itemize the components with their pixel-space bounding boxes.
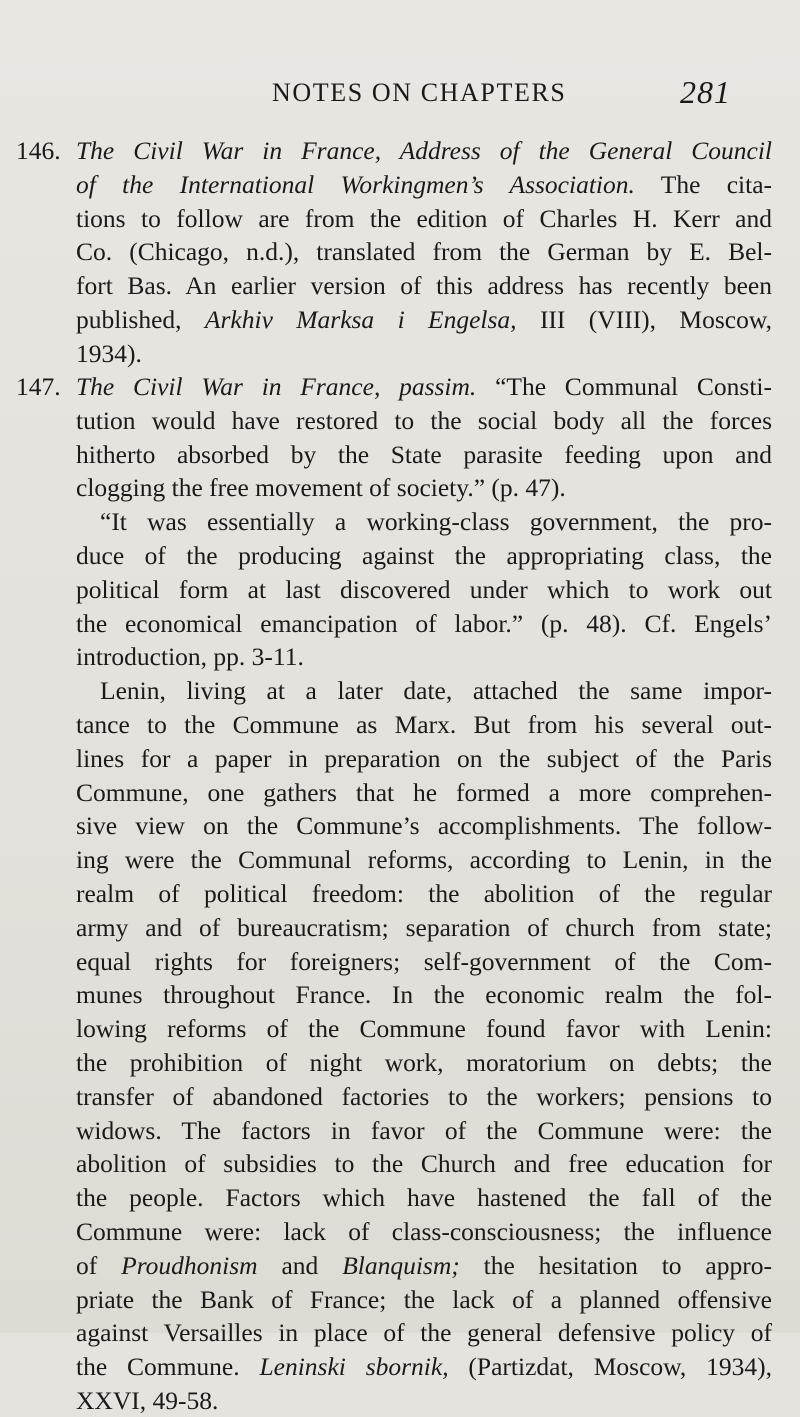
text-line [76,303,772,336]
text-run: tions to follow are from the edition of Charles H. Kerr and [76,204,772,233]
text-line [76,843,772,876]
text-run: tution would have restored to the social body all the forces [76,406,772,435]
text-run: lowing reforms of the Commune found favor with Lenin: [76,1014,772,1043]
page-number: 281 [680,74,731,110]
text-run: Commune, one gathers that he formed a more comprehen- [76,778,772,807]
text-line [76,235,772,268]
text-line [76,945,772,978]
italic-text: Blanquism; [342,1251,460,1280]
text-line [76,471,772,504]
text-line [76,269,772,302]
text-run: Co. (Chicago, n.d.), translated from the German by E. Bel- [76,237,772,266]
text-run: Lenin, living at a later date, attached the same impor- [100,676,772,705]
text-line [76,337,772,370]
text-run: ing were the Communal reforms, according to Lenin, in the [76,845,772,874]
text-line [76,1080,772,1113]
text-line [76,607,772,640]
text-run: widows. The factors in favor of the Commune were: the [76,1116,772,1145]
italic-text: The Civil War in France, passim. [76,372,477,401]
text-line [76,640,772,673]
text-run: tance to the Commune as Marx. But from his several out- [76,710,772,739]
text-run: 1934). [76,339,142,368]
text-line [76,1181,772,1214]
running-head: NOTES ON CHAPTERS [272,78,567,107]
text-run: hitherto absorbed by the State parasite feeding upon and [76,440,772,469]
text-line [76,877,772,910]
text-run: sive view on the Commune’s accomplishments. The follow- [76,811,772,840]
text-run: political form at last discovered under which to work out [76,575,772,604]
page-header [272,74,772,118]
text-run: and [257,1251,343,1280]
text-run: munes throughout France. In the economic realm the fol- [76,980,772,1009]
italic-text: of the International Workingmen’s Association. [76,170,635,199]
text-line [76,809,772,842]
text-run: “It was essentially a working-class government, the pro- [100,507,772,536]
text-line [76,1249,772,1282]
text-run: realm of political freedom: the abolition of the regular [76,879,772,908]
text-run: the hesitation to appro- [459,1251,772,1280]
text-line [76,539,772,572]
text-line [76,1283,772,1316]
text-run: clogging the free movement of society.” (p. 47). [76,473,566,502]
text-line [76,168,772,201]
text-line [76,1046,772,1079]
text-run: XXVI, 49-58. [76,1386,219,1415]
text-run: The cita- [634,170,773,199]
text-run: of [76,1251,122,1280]
text-line [76,573,772,606]
text-line [76,1114,772,1147]
text-run: (Partizdat, Moscow, 1934), [448,1352,772,1381]
text-run: the prohibition of night work, moratorium on debts; the [76,1048,772,1077]
text-run: equal rights for foreigners; self-government of the Com- [76,947,772,976]
note-number: 146. [16,136,61,165]
text-run: army and of bureaucratism; separation of church from state; [76,913,772,942]
text-line [76,370,772,403]
text-line [76,911,772,944]
text-run: the economical emancipation of labor.” (p. 48). Cf. Engels’ [76,609,772,638]
text-run: against Versailles in place of the general defensive policy of [76,1318,772,1347]
text-run: “The Communal Consti- [476,372,772,401]
note-number: 147. [16,372,61,401]
text-line [76,134,772,167]
text-run: Commune were: lack of class-consciousness; the influence [76,1217,772,1246]
text-line [100,674,772,707]
text-run: lines for a paper in preparation on the subject of the Paris [76,744,772,773]
text-line [100,505,772,538]
text-line [76,1350,772,1383]
text-line [76,438,772,471]
text-run: introduction, pp. 3-11. [76,642,304,671]
text-line [76,1012,772,1045]
text-run: published, [76,305,205,334]
italic-text: Arkhiv Marksa i Engelsa, [204,305,517,334]
text-line [76,1215,772,1248]
text-run: abolition of subsidies to the Church and free education for [76,1149,772,1178]
italic-text: The Civil War in France, Address of the General Council [76,136,772,165]
text-run: III (VIII), Moscow, [516,305,772,334]
text-line [76,742,772,775]
text-run: duce of the producing against the appropriating class, the [76,541,772,570]
text-line [76,1384,772,1417]
text-line [76,1147,772,1180]
text-line [76,202,772,235]
italic-text: Leninski sbornik, [259,1352,449,1381]
text-line [76,978,772,1011]
text-run: the people. Factors which have hastened the fall of the [76,1183,772,1212]
text-line [76,776,772,809]
text-run: priate the Bank of France; the lack of a planned offensive [76,1285,772,1314]
italic-text: Proudhonism [121,1251,258,1280]
text-line [76,404,772,437]
text-run: fort Bas. An earlier version of this address has recently been [76,271,772,300]
text-line [76,708,772,741]
text-run: transfer of abandoned factories to the workers; pensions to [76,1082,772,1111]
text-run: the Commune. [76,1352,260,1381]
